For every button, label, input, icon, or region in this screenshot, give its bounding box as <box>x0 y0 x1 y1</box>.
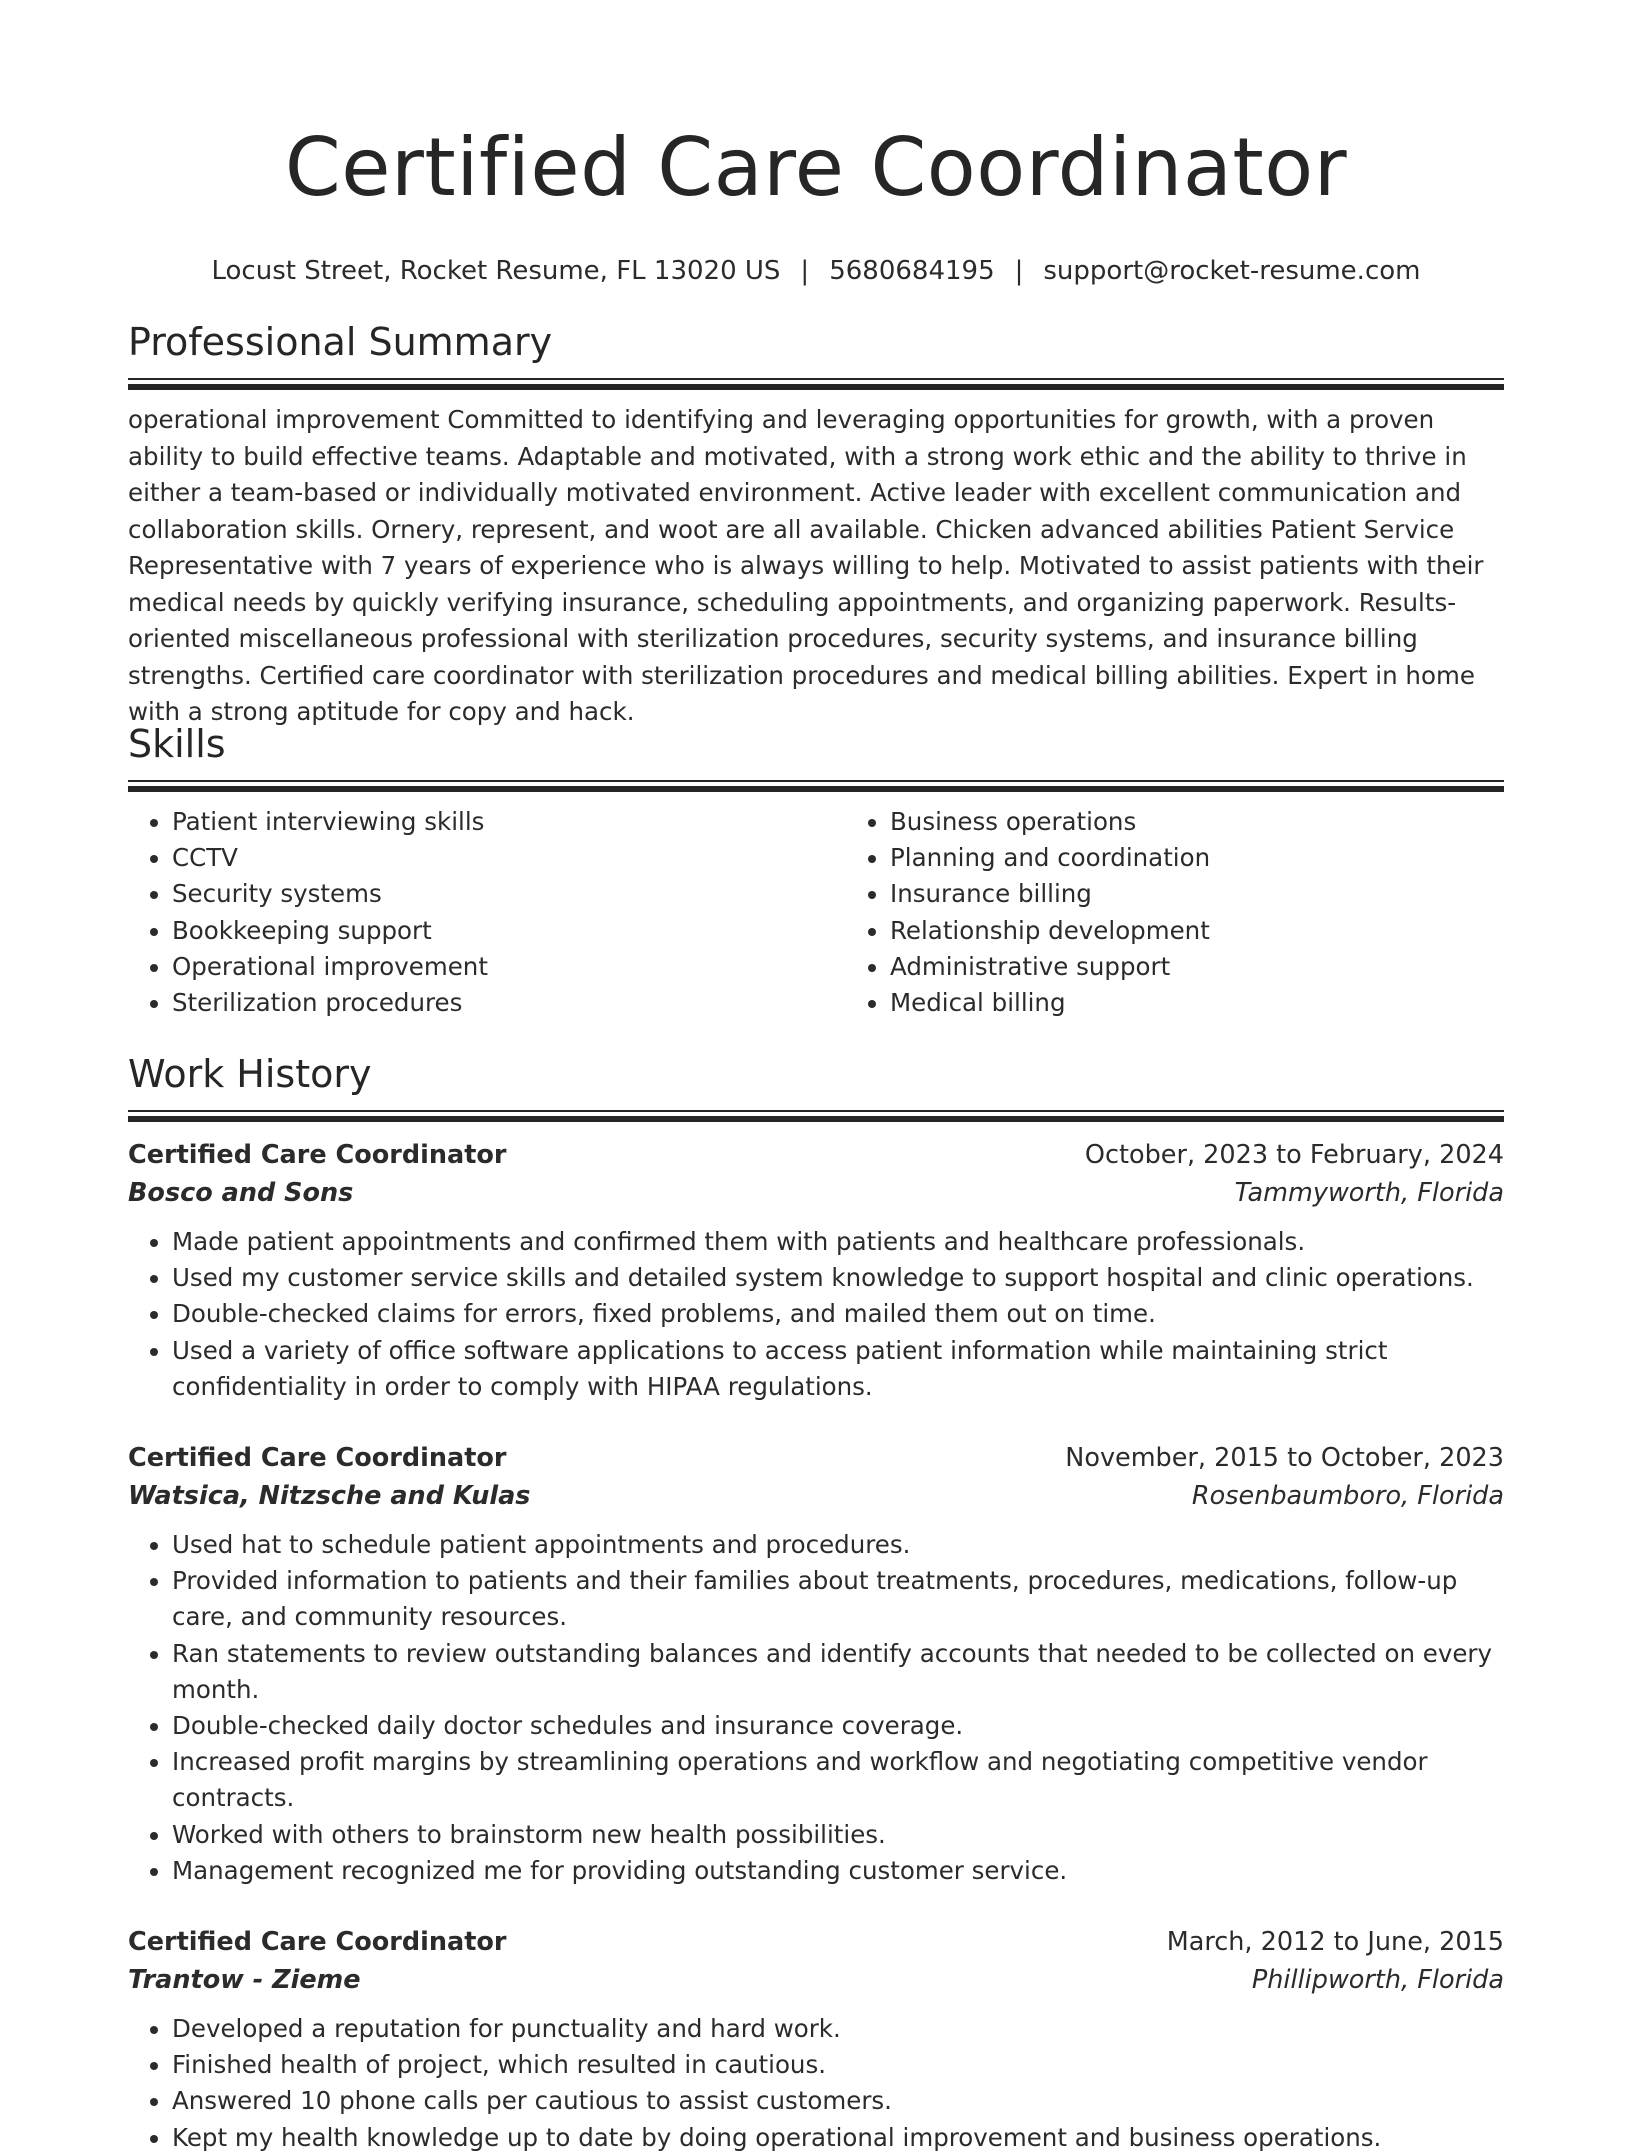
job-title: Certified Care Coordinator <box>128 1927 507 1958</box>
job-bullet: • Increased profit margins by streamlining operations and workflow and negotiating competitive vendor contracts. <box>172 1744 1504 1816</box>
skill-item: • Relationship development <box>890 913 1504 949</box>
job-bullet: • Kept my health knowledge up to date by doing operational improvement and business operations. <box>172 2120 1504 2156</box>
skill-item: • Operational improvement <box>172 949 786 985</box>
skill-item: • Business operations <box>890 804 1504 840</box>
section-divider <box>128 378 1504 390</box>
job-dates: November, 2015 to October, 2023 <box>1065 1443 1504 1474</box>
job-bullet: • Used hat to schedule patient appointments and procedures. <box>172 1527 1504 1563</box>
job-company: Watsica, Nitzsche and Kulas <box>128 1481 531 1512</box>
skills-list-left <box>128 804 786 1021</box>
job-bullet: • Provided information to patients and their families about treatments, procedures, medications, follow-up care, and community resources. <box>172 1563 1504 1635</box>
job-bullet: • Finished health of project, which resulted in cautious. <box>172 2047 1504 2083</box>
job-bullets <box>128 2011 1504 2156</box>
work-heading: Work History <box>128 1052 372 1096</box>
job-title: Certified Care Coordinator <box>128 1140 507 1170</box>
job-entry <box>128 1439 1504 1889</box>
job-bullet: • Used my customer service skills and detailed system knowledge to support hospital and clinic operations. <box>172 1260 1504 1296</box>
summary-heading: Professional Summary <box>128 320 553 364</box>
skill-item: • Sterilization procedures <box>172 985 786 1021</box>
job-header <box>128 1136 1504 1174</box>
skill-item: • Patient interviewing skills <box>172 804 786 840</box>
job-bullets <box>128 1224 1504 1405</box>
job-bullet: • Used a variety of office software applications to access patient information while maintaining strict confidentiality in order to comply with HIPAA regulations. <box>172 1333 1504 1405</box>
job-header <box>128 1439 1504 1477</box>
job-company: Trantow - Zieme <box>128 1965 361 1996</box>
job-bullet: • Answered 10 phone calls per cautious to assist customers. <box>172 2083 1504 2119</box>
job-title: Certified Care Coordinator <box>128 1443 507 1474</box>
skill-item: • Security systems <box>172 876 786 912</box>
job-dates: March, 2012 to June, 2015 <box>1166 1927 1504 1958</box>
skill-item: • Planning and coordination <box>890 840 1504 876</box>
skill-item: • CCTV <box>172 840 786 876</box>
job-bullets <box>128 1527 1504 1889</box>
skill-item: • Insurance billing <box>890 876 1504 912</box>
job-subheader <box>128 1477 1504 1515</box>
job-bullet: • Developed a reputation for punctuality and hard work. <box>172 2011 1504 2047</box>
job-bullet: • Management recognized me for providing outstanding customer service. <box>172 1853 1504 1889</box>
job-bullet: • Double-checked daily doctor schedules and insurance coverage. <box>172 1708 1504 1744</box>
job-bullet: • Ran statements to review outstanding balances and identify accounts that needed to be collected on every month. <box>172 1636 1504 1708</box>
section-divider <box>128 1110 1504 1122</box>
job-bullet: • Made patient appointments and confirmed them with patients and healthcare professionals. <box>172 1224 1504 1260</box>
job-location: Tammyworth, Florida <box>1234 1178 1504 1208</box>
summary-section <box>128 318 1504 731</box>
contact-email: support@rocket-resume.com <box>1043 256 1421 286</box>
contact-line <box>0 254 1632 288</box>
job-company: Bosco and Sons <box>128 1178 354 1208</box>
section-divider <box>128 780 1504 792</box>
job-dates: October, 2023 to February, 2024 <box>1084 1140 1504 1170</box>
skill-item: • Bookkeeping support <box>172 913 786 949</box>
job-subheader <box>128 1961 1504 1999</box>
contact-separator: | <box>800 256 810 286</box>
skill-item: • Medical billing <box>890 985 1504 1021</box>
skill-item: • Administrative support <box>890 949 1504 985</box>
job-location: Rosenbaumboro, Florida <box>1191 1481 1504 1512</box>
contact-separator: | <box>1014 256 1024 286</box>
work-section <box>128 1050 1504 2156</box>
job-bullet: • Double-checked claims for errors, fixed problems, and mailed them out on time. <box>172 1296 1504 1332</box>
skills-list-right <box>846 804 1504 1021</box>
job-location: Phillipworth, Florida <box>1251 1965 1504 1996</box>
job-bullet: • Worked with others to brainstorm new health possibilities. <box>172 1817 1504 1853</box>
job-entry <box>128 1136 1504 1405</box>
job-entry <box>128 1923 1504 2156</box>
contact-phone: 5680684195 <box>829 256 995 286</box>
skills-section <box>128 720 1504 1021</box>
skills-heading: Skills <box>128 722 226 766</box>
skills-grid <box>128 804 1504 1021</box>
job-subheader <box>128 1174 1504 1212</box>
job-header <box>128 1923 1504 1961</box>
contact-address: Locust Street, Rocket Resume, FL 13020 US <box>211 256 781 286</box>
candidate-name: Certified Care Coordinator <box>284 121 1348 214</box>
summary-text: operational improvement Committed to identifying and leveraging opportunities for growth, with a proven ability to build effective teams. Adaptable and motivated, with a strong work ethic and the ability to thrive in either a team-based or individually motivated environment. Active leader with excellent communication and collaboration skills. Ornery, represent, and woot are all available. Chicken advanced abilities Patient Service Representative with 7 years of experience who is always willing to help. Motivated to assist patients with their medical needs by quickly verifying insurance, scheduling appointments, and organizing paperwork. Results-oriented miscellaneous professional with sterilization procedures, security systems, and insurance billing strengths. Certified care coordinator with sterilization procedures and medical billing abilities. Expert in home with a strong aptitude for copy and hack. <box>128 405 1484 726</box>
